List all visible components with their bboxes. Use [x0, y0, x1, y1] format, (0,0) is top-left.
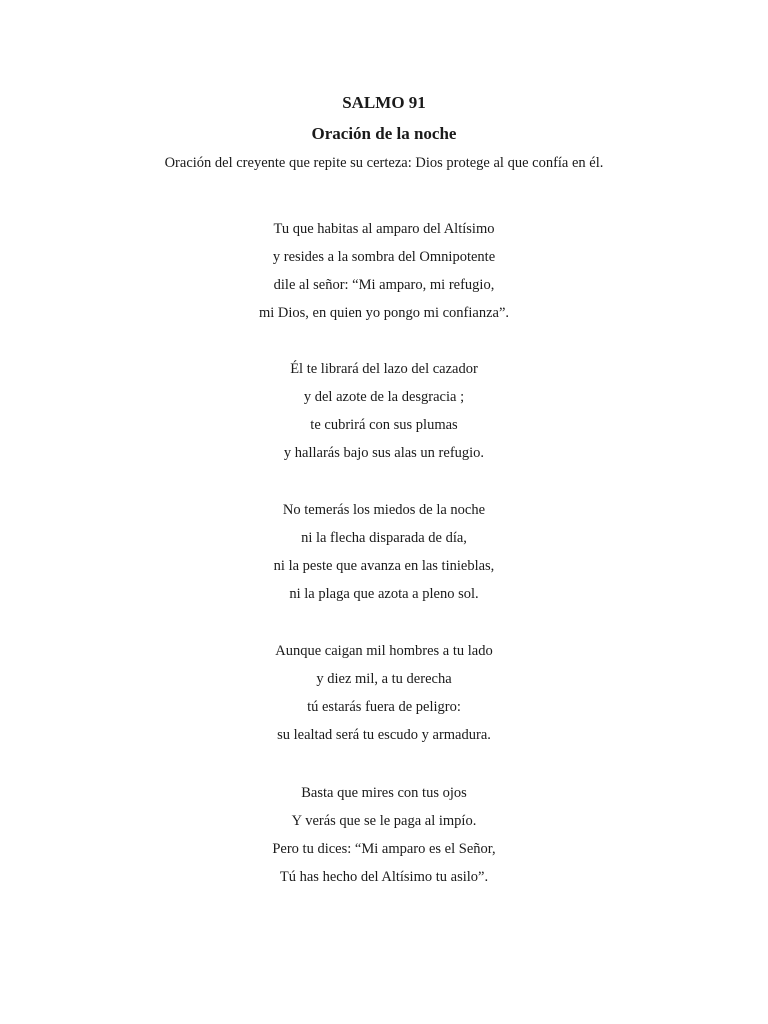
verse-line: y diez mil, a tu derecha [316, 671, 452, 687]
verse-line: Tu que habitas al amparo del Altísimo [273, 221, 495, 237]
verse-line: ni la peste que avanza en las tinieblas, [273, 558, 495, 574]
verse-line: Y verás que se le paga al impío. [291, 813, 477, 829]
verse-line: te cubrirá con sus plumas [310, 417, 458, 433]
verse-line: ni la plaga que azota a pleno sol. [289, 586, 479, 602]
verse-line: Basta que mires con tus ojos [301, 785, 467, 801]
verse-line: Aunque caigan mil hombres a tu lado [275, 643, 493, 659]
verse-line: mi Dios, en quien yo pongo mi confianza”. [258, 305, 510, 321]
stanza [0, 355, 768, 467]
page-title: SALMO 91 [342, 93, 426, 112]
intro-text: Oración del creyente que repite su certeza: Dios protege al que confía en él. [164, 155, 604, 171]
verse-line: dile al señor: “Mi amparo, mi refugio, [273, 277, 495, 293]
verse-line: No temerás los miedos de la noche [282, 502, 486, 518]
verse-line: tú estarás fuera de peligro: [307, 699, 461, 715]
verse-line: su lealtad será tu escudo y armadura. [277, 727, 491, 743]
verse-line: Pero tu dices: “Mi amparo es el Señor, [272, 841, 496, 857]
verse-line: y del azote de la desgracia ; [303, 389, 465, 405]
stanza [0, 215, 768, 327]
stanza [0, 779, 768, 891]
verse-line: Tú has hecho del Altísimo tu asilo”. [279, 869, 489, 885]
verse-line: y hallarás bajo sus alas un refugio. [283, 445, 485, 461]
stanza [0, 637, 768, 749]
page-subtitle: Oración de la noche [311, 124, 457, 143]
stanza [0, 496, 768, 608]
verse-line: y resides a la sombra del Omnipotente [272, 249, 496, 265]
verse-line: Él te librará del lazo del cazador [290, 361, 478, 377]
verse-line: ni la flecha disparada de día, [301, 530, 467, 546]
